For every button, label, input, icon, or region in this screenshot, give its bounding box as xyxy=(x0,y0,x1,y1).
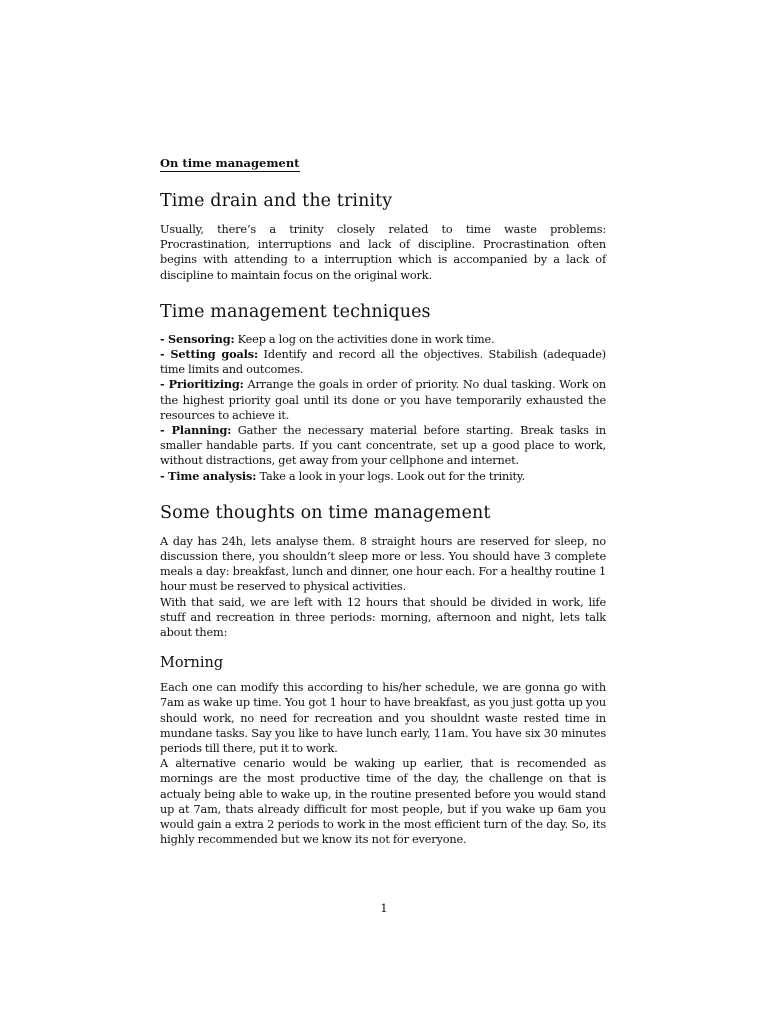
technique-item-prioritizing xyxy=(160,377,606,423)
technique-term: - Time analysis: xyxy=(160,468,257,483)
page-number: 1 xyxy=(380,902,388,915)
technique-text: Take a look in your logs. Look out for the trinity. xyxy=(256,469,526,483)
document-page xyxy=(160,152,606,848)
technique-term: - Setting goals: xyxy=(160,347,259,362)
technique-item-time-analysis xyxy=(160,469,606,484)
document-title: On time management xyxy=(160,156,300,170)
technique-list xyxy=(160,332,606,484)
technique-text: Identify and record all the objectives. Stabilish (adequade) time limits and outcomes. xyxy=(160,348,606,377)
section-heading-thoughts: Some thoughts on time management xyxy=(160,502,491,523)
technique-item-planning xyxy=(160,423,606,469)
section-heading-techniques: Time management techniques xyxy=(160,301,431,322)
technique-term: - Sensoring: xyxy=(160,331,235,346)
paragraph-alternative-scenario: A alternative cenario would be waking up earlier, that is recomended as mornings are the most productive time of the day, the challenge on that is actualy being able to wake up, in the routine presented before you would stand up at 7am, thats already difficult for most people, but if you wake up 6am you would gain a extra 2 periods to work in the most efficient turn of the day. So, its highly recommended but we know its not for everyone. xyxy=(160,757,606,847)
technique-text: Keep a log on the activities done in work time. xyxy=(234,332,495,346)
section-heading-time-drain: Time drain and the trinity xyxy=(160,191,393,211)
technique-item-setting-goals xyxy=(160,347,606,377)
technique-item-sensoring xyxy=(160,332,606,347)
paragraph-morning-schedule: Each one can modify this according to his/her schedule, we are gonna go with 7am as wake up time. You got 1 hour to have breakfast, as you just gotta up you should work, no need for recreation and you shouldnt waste rested time in mundane tasks. Say you like to have lunch early, 11am. You have six 30 minutes periods till there, put it to work. xyxy=(160,681,606,756)
technique-text: Arrange the goals in order of priority. No dual tasking. Work on the highest priority goal until its done or you have temporarily exhausted the resources to achieve it. xyxy=(160,378,606,422)
technique-term: - Planning: xyxy=(160,423,232,438)
paragraph-twelve-hours: With that said, we are left with 12 hours that should be divided in work, life stuff and recreation in three periods: morning, afternoon and night, lets talk about them: xyxy=(160,595,606,640)
paragraph-trinity: Usually, there’s a trinity closely related to time waste problems: Procrastination, interruptions and lack of discipline. Procrastination often begins with attending to a interruption which is accompanied by a lack of discipline to maintain focus on the original work. xyxy=(160,223,606,282)
paragraph-day-analysis: A day has 24h, lets analyse them. 8 straight hours are reserved for sleep, no discussion there, you shouldn’t sleep more or less. You should have 3 complete meals a day: breakfast, lunch and dinner, one hour each. For a healthy routine 1 hour must be reserved to physical activities. xyxy=(160,534,606,594)
technique-text: Gather the necessary material before starting. Break tasks in smaller handable parts. If you cant concentrate, set up a good place to work, without distractions, get away from your cellphone and internet. xyxy=(160,424,606,468)
subsection-heading-morning: Morning xyxy=(160,655,224,672)
technique-term: - Prioritizing: xyxy=(160,377,244,392)
